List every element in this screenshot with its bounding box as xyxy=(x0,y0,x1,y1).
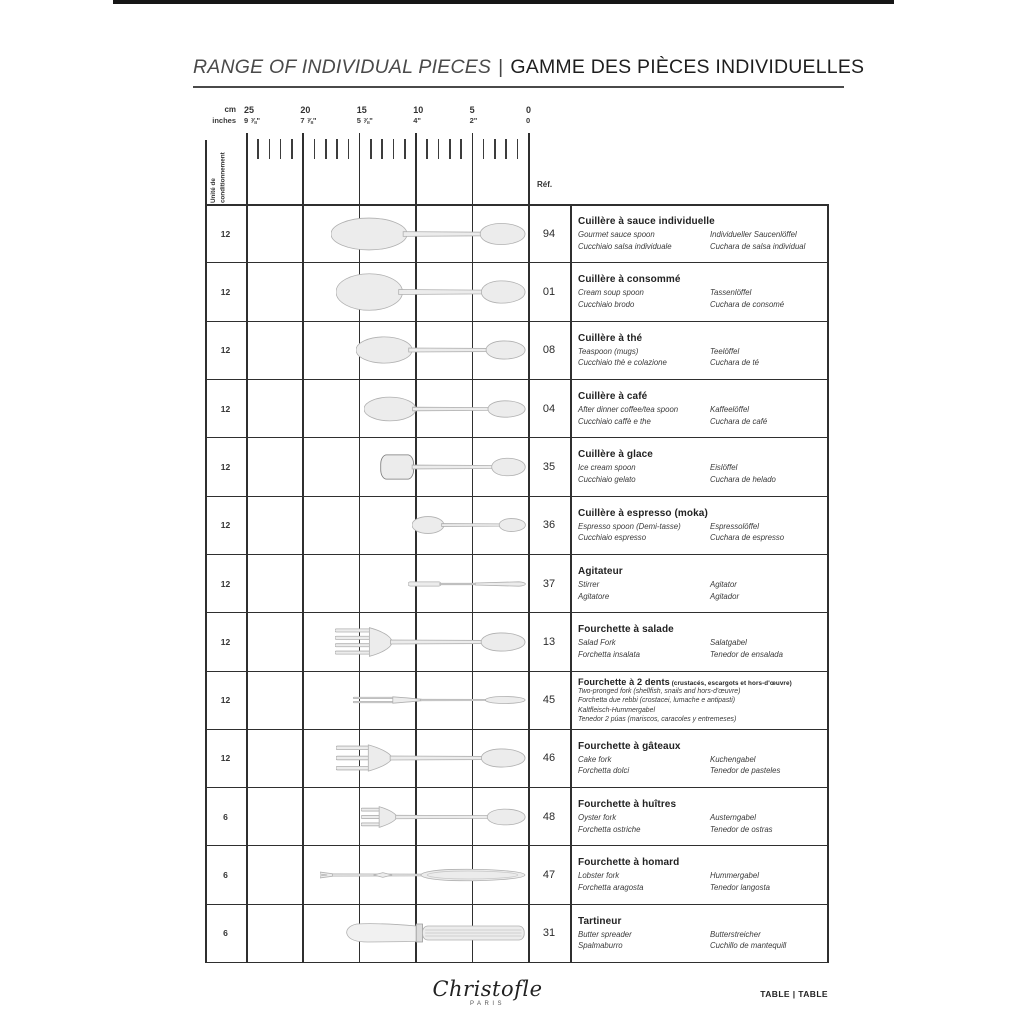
ref-number: 13 xyxy=(542,635,556,648)
unit-count: 6 xyxy=(223,811,228,822)
oyster-fork-icon xyxy=(361,803,526,830)
piece-description xyxy=(570,380,828,437)
name-es: Cuchara de espresso xyxy=(710,533,785,543)
unit-count: 12 xyxy=(220,345,231,356)
table-row xyxy=(205,322,828,380)
name-es: Tenedor de ensalada xyxy=(710,649,783,659)
espresso-spoon-icon xyxy=(412,514,526,536)
name-es: Tenedor de ostras xyxy=(710,824,773,834)
piece-description xyxy=(570,846,828,903)
cutlery-image-cell xyxy=(246,205,528,262)
name-de: Kuchengabel xyxy=(710,754,756,764)
name-french: Cuillère à espresso (moka) xyxy=(578,507,708,519)
name-en: Salad Fork xyxy=(578,638,616,648)
unit-count: 12 xyxy=(220,228,231,239)
ref-number: 36 xyxy=(542,519,556,532)
cutlery-image-cell xyxy=(246,555,528,612)
unit-count: 6 xyxy=(223,870,228,881)
ruler-inch-tick-label: 4" xyxy=(413,116,421,125)
name-es: Cuchara de salsa individual xyxy=(710,241,806,251)
ruler-minor-tick xyxy=(381,139,383,159)
ruler-minor-tick xyxy=(393,139,395,159)
piece-description xyxy=(570,263,828,320)
brand-name: Christofle xyxy=(432,977,543,1001)
ruler-minor-tick xyxy=(314,139,316,159)
ruler-inch-tick-label: 7 ⅞" xyxy=(300,116,317,125)
name-de: Butterstreicher xyxy=(710,929,761,939)
name-french: Fourchette à salade xyxy=(578,624,674,636)
consomme-spoon-icon xyxy=(336,273,526,311)
cake-fork-icon xyxy=(336,743,526,774)
name-french: Fourchette à 2 dents (crustacés, escargots et hors-d'œuvre) xyxy=(578,677,792,688)
name-es: Cuchara de té xyxy=(710,358,759,368)
name-it: Forchetta dolci xyxy=(578,766,630,776)
ruler-cm-tick-label: 10 xyxy=(413,105,424,115)
name-de: Tassenlöffel xyxy=(710,288,752,298)
cutlery-image-cell xyxy=(246,846,528,903)
table-row xyxy=(205,555,828,613)
ref-number: 94 xyxy=(542,227,556,240)
name-es: Tenedor de pasteles xyxy=(710,766,781,776)
translation-columns xyxy=(578,346,824,369)
ref-number: 08 xyxy=(542,344,556,357)
name-en: Butter spreader xyxy=(578,929,632,939)
name-it: Agitatore xyxy=(578,591,610,601)
name-french: Cuillère à thé xyxy=(578,332,643,344)
ref-number: 31 xyxy=(542,927,556,940)
name-french: Tartineur xyxy=(578,915,622,927)
name-french: Cuillère à café xyxy=(578,390,648,402)
table-row xyxy=(205,263,828,321)
translation-columns xyxy=(578,229,824,252)
ice-cream-spoon-icon xyxy=(380,452,526,482)
name-it: Forchetta due rebbi (crostacei, lumache e antipasti) xyxy=(578,697,736,705)
unit-count: 12 xyxy=(220,403,231,414)
table-row xyxy=(205,380,828,438)
name-de: Kaltfleisch-Hummergabel xyxy=(578,706,655,714)
name-es: Tenedor 2 púas (mariscos, caracoles y entremeses) xyxy=(578,715,737,723)
cutlery-image-cell xyxy=(246,672,528,729)
ruler-minor-tick xyxy=(449,139,451,159)
name-it: Cucchiaio espresso xyxy=(578,533,647,543)
name-en: After dinner coffee/tea spoon xyxy=(578,404,679,414)
ref-number: 45 xyxy=(542,694,556,707)
name-es: Cuchara de helado xyxy=(710,474,776,484)
table-row xyxy=(205,497,828,555)
name-french: Fourchette à huîtres xyxy=(578,799,677,811)
translation-columns xyxy=(578,870,824,893)
name-es: Agitador xyxy=(710,591,740,601)
cutlery-image-cell xyxy=(246,905,528,962)
ruler-minor-tick xyxy=(517,139,519,159)
cutlery-image-cell xyxy=(246,730,528,787)
name-de: Individueller Saucenlöffel xyxy=(710,229,797,239)
name-de: Eislöffel xyxy=(710,463,738,473)
salad-fork-icon xyxy=(335,626,526,657)
name-french: Cuillère à sauce individuelle xyxy=(578,215,715,227)
brand-city: PARIS xyxy=(469,1001,506,1007)
ref-number: 47 xyxy=(542,869,556,882)
name-it: Forchetta aragosta xyxy=(578,883,644,893)
name-de: Salatgabel xyxy=(710,638,747,648)
name-en: Cream soup spoon xyxy=(578,288,644,298)
name-es: Cuchara de consomé xyxy=(710,299,785,309)
ruler-inch-tick-label: 5 ⅞" xyxy=(356,116,373,125)
ruler-cm-tick-label: 20 xyxy=(300,105,311,115)
name-es: Cuchillo de mantequill xyxy=(710,941,787,951)
piece-description xyxy=(570,205,828,262)
stirrer-icon xyxy=(408,577,526,590)
ref-number: 46 xyxy=(542,752,556,765)
table-row xyxy=(205,846,828,904)
name-french: Cuillère à consommé xyxy=(578,274,681,286)
ruler-minor-tick xyxy=(291,139,293,159)
name-es: Cuchara de café xyxy=(710,416,768,426)
name-en: Espresso spoon (Demi-tasse) xyxy=(578,521,681,531)
cutlery-image-cell xyxy=(246,322,528,379)
name-en: Oyster fork xyxy=(578,813,617,823)
name-en: Stirrer xyxy=(578,579,600,589)
ruler-minor-tick xyxy=(494,139,496,159)
butter-spreader-icon xyxy=(346,920,526,946)
name-en: Ice cream spoon xyxy=(578,463,636,473)
unit-count: 12 xyxy=(220,695,231,706)
cutlery-image-cell xyxy=(246,380,528,437)
name-french: Fourchette à homard xyxy=(578,857,680,869)
translation-columns xyxy=(578,929,824,952)
unit-count: 12 xyxy=(220,461,231,472)
name-french: Agitateur xyxy=(578,565,623,577)
name-de: Agitator xyxy=(710,579,737,589)
two-pronged-fork-icon xyxy=(353,693,526,708)
translation-columns xyxy=(578,462,824,485)
ref-number: 01 xyxy=(542,285,556,298)
page-title-english: RANGE OF INDIVIDUAL PIECES xyxy=(193,56,492,78)
teaspoon-icon xyxy=(356,335,526,366)
ruler-cm-tick-label: 0 xyxy=(526,105,532,115)
ruler-minor-tick xyxy=(426,139,428,159)
ref-number: 35 xyxy=(542,460,556,473)
piece-description xyxy=(570,438,828,495)
ref-number: 48 xyxy=(542,810,556,823)
ruler-inch-tick-label: 9 ⅞" xyxy=(244,116,261,125)
ruler-minor-tick xyxy=(370,139,372,159)
page-title-french: GAMME DES PIÈCES INDIVIDUELLES xyxy=(510,56,865,78)
table-row xyxy=(205,730,828,788)
cutlery-image-cell xyxy=(246,788,528,845)
ref-column-header: Réf. xyxy=(537,180,553,189)
ruler-minor-tick xyxy=(483,139,485,159)
cutlery-image-cell xyxy=(246,263,528,320)
ruler-minor-tick xyxy=(257,139,259,159)
name-en: Gourmet sauce spoon xyxy=(578,229,655,239)
brand-logo xyxy=(400,977,575,1007)
translation-columns xyxy=(578,754,824,777)
unit-count: 12 xyxy=(220,636,231,647)
unit-count: 12 xyxy=(220,520,231,531)
ruler-minor-tick xyxy=(269,139,271,159)
name-it: Cucchiaio thè e colazione xyxy=(578,358,667,368)
ruler-minor-tick xyxy=(336,139,338,159)
unit-count: 12 xyxy=(220,578,231,589)
cutlery-table xyxy=(205,205,828,963)
ref-number: 37 xyxy=(542,577,556,590)
cutlery-image-cell xyxy=(246,613,528,670)
name-it: Forchetta insalata xyxy=(578,649,640,659)
table-row xyxy=(205,788,828,846)
piece-description xyxy=(570,788,828,845)
ref-number: 04 xyxy=(542,402,556,415)
ruler-inches-unit-label: inches xyxy=(212,116,236,125)
sauce-spoon-icon xyxy=(331,216,526,252)
ruler-minor-tick xyxy=(325,139,327,159)
name-en: Lobster fork xyxy=(578,871,620,881)
table-row xyxy=(205,672,828,730)
scan-edge-bar xyxy=(113,0,894,4)
piece-description xyxy=(570,730,828,787)
table-row xyxy=(205,613,828,671)
name-it: Forchetta ostriche xyxy=(578,824,641,834)
ruler-minor-tick xyxy=(348,139,350,159)
name-en: Two-pronged fork (shellfish, snails and hors-d'œuvre) xyxy=(578,688,741,696)
ruler-minor-tick xyxy=(505,139,507,159)
footer-category: TABLE | TABLE xyxy=(760,989,828,999)
name-de: Austerngabel xyxy=(710,813,756,823)
page-title xyxy=(193,56,865,88)
ruler-minor-tick xyxy=(280,139,282,159)
packaging-unit-header: Unité de conditionnement xyxy=(210,152,227,203)
translation-columns xyxy=(578,287,824,310)
name-french: Fourchette à gâteaux xyxy=(578,740,681,752)
name-de: Hummergabel xyxy=(710,871,759,881)
name-de: Teelöffel xyxy=(710,346,740,356)
unit-count: 12 xyxy=(220,753,231,764)
ruler-cm-tick-label: 15 xyxy=(356,105,367,115)
name-es: Tenedor langosta xyxy=(710,883,770,893)
ruler-minor-tick xyxy=(460,139,462,159)
table-row xyxy=(205,438,828,496)
piece-description xyxy=(570,905,828,962)
cutlery-image-cell xyxy=(246,497,528,554)
translation-columns xyxy=(578,637,824,660)
piece-description xyxy=(570,555,828,612)
name-en: Teaspoon (mugs) xyxy=(578,346,639,356)
name-en: Cake fork xyxy=(578,754,612,764)
name-french: Cuillère à glace xyxy=(578,449,653,461)
name-it: Spalmaburro xyxy=(578,941,623,951)
ruler-cm-tick-label: 25 xyxy=(244,105,255,115)
lobster-fork-icon xyxy=(320,866,526,885)
piece-description xyxy=(570,613,828,670)
unit-count: 6 xyxy=(223,928,228,939)
ruler-inch-tick-label: 0 xyxy=(526,116,531,125)
name-french-note: (crustacés, escargots et hors-d'œuvre) xyxy=(669,680,792,688)
ruler-minor-tick xyxy=(438,139,440,159)
translation-columns xyxy=(578,579,824,602)
translation-columns xyxy=(578,521,824,544)
ruler-cm-tick-label: 5 xyxy=(469,105,475,115)
coffee-spoon-icon xyxy=(364,395,526,423)
table-row xyxy=(205,205,828,263)
piece-description xyxy=(570,672,828,729)
name-it: Cucchiaio gelato xyxy=(578,474,636,484)
name-de: Espressolöffel xyxy=(710,521,759,531)
name-it: Cucchiaio salsa individuale xyxy=(578,241,672,251)
name-it: Cucchiaio caffè e the xyxy=(578,416,651,426)
ruler-minor-tick xyxy=(404,139,406,159)
title-separator: | xyxy=(498,56,504,78)
translation-columns xyxy=(578,404,824,427)
ruler-inch-tick-label: 2" xyxy=(469,116,478,125)
name-de: Kaffeelöffel xyxy=(710,404,750,414)
translation-columns xyxy=(578,812,824,835)
cutlery-image-cell xyxy=(246,438,528,495)
piece-description xyxy=(570,497,828,554)
name-it: Cucchiaio brodo xyxy=(578,299,635,309)
unit-count: 12 xyxy=(220,286,231,297)
piece-description xyxy=(570,322,828,379)
ruler-cm-unit-label: cm xyxy=(224,105,236,114)
table-row xyxy=(205,905,828,963)
